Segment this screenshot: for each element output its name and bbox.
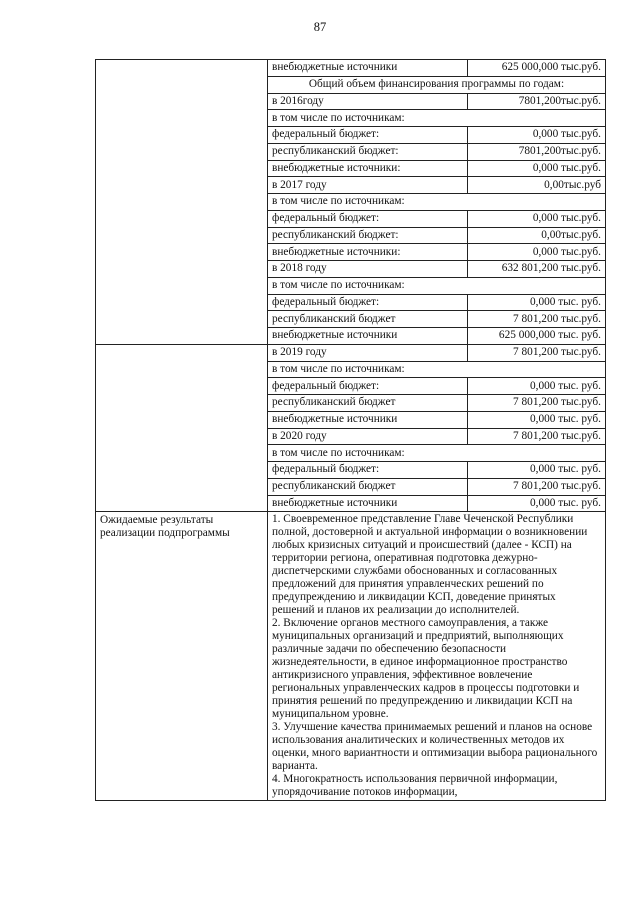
row-value: 0,000 тыс.руб.	[468, 160, 606, 177]
row-label: в 2019 году	[268, 344, 468, 361]
row-value: 0,000 тыс.руб.	[468, 210, 606, 227]
row-value: 0,000 тыс. руб.	[468, 411, 606, 428]
row-value: 0,000 тыс. руб.	[468, 294, 606, 311]
row-value: 7 801,200 тыс.руб.	[468, 478, 606, 495]
row-label: внебюджетные источники	[268, 495, 468, 512]
span-cell: в том числе по источникам:	[268, 110, 606, 127]
row-label: республиканский бюджет	[268, 311, 468, 328]
results-row	[96, 512, 606, 801]
row-label: республиканский бюджет	[268, 395, 468, 412]
results-text	[268, 512, 606, 801]
row-label: республиканский бюджет:	[268, 227, 468, 244]
row-label: республиканский бюджет:	[268, 143, 468, 160]
row-value: 7801,200тыс.руб.	[468, 93, 606, 110]
row-label: в 2017 году	[268, 177, 468, 194]
row-value: 0,000 тыс.руб.	[468, 127, 606, 144]
results-paragraph: 4. Многократность использования первичной информации, упорядочивание потоков информации,	[272, 773, 558, 799]
left-empty-cell-a	[96, 60, 268, 345]
left-empty-cell-b	[96, 344, 268, 512]
row-label: федеральный бюджет:	[268, 127, 468, 144]
results-label: Ожидаемые результаты реализации подпрограммы	[96, 512, 268, 801]
row-label: внебюджетные источники	[268, 411, 468, 428]
page-number: 87	[313, 20, 327, 34]
row-value: 7801,200тыс.руб.	[468, 143, 606, 160]
span-cell: Общий объем финансирования программы по годам:	[268, 76, 606, 93]
row-value: 0,000 тыс.руб.	[468, 244, 606, 261]
span-cell: в том числе по источникам:	[268, 361, 606, 378]
row-label: в 2020 году	[268, 428, 468, 445]
row-value: 0,000 тыс. руб.	[468, 462, 606, 479]
row-value: 0,000 тыс. руб.	[468, 378, 606, 395]
row-value: 0,00тыс.руб	[468, 177, 606, 194]
row-label: федеральный бюджет:	[268, 294, 468, 311]
row-value: 0,00тыс.руб.	[468, 227, 606, 244]
row-value: 7 801,200 тыс.руб.	[468, 344, 606, 361]
row-label: внебюджетные источники:	[268, 160, 468, 177]
table-row	[96, 344, 606, 361]
row-value: 7 801,200 тыс.руб.	[468, 395, 606, 412]
row-value: 632 801,200 тыс.руб.	[468, 261, 606, 278]
row-value: 625 000,000 тыс.руб.	[468, 60, 606, 77]
row-value: 7 801,200 тыс.руб.	[468, 428, 606, 445]
row-label: республиканский бюджет	[268, 478, 468, 495]
row-label: в 2018 году	[268, 261, 468, 278]
span-cell: в том числе по источникам:	[268, 445, 606, 462]
row-label: федеральный бюджет:	[268, 462, 468, 479]
span-cell: в том числе по источникам:	[268, 277, 606, 294]
span-cell: в том числе по источникам:	[268, 194, 606, 211]
row-label: внебюджетные источники	[268, 60, 468, 77]
results-paragraph: 2. Включение органов местного самоуправления, а также муниципальных организаций и предприятий, выполняющих различные задачи по обеспечению безопасности жизнедеятельности, в единое информационное пространство антикризисного управления, эффективное вовлечение региональных управленческих кадров в процессы подготовки и принятия решений по предупреждению и ликвидации КСП на муниципальном уровне.	[272, 617, 580, 721]
row-label: внебюджетные источники:	[268, 244, 468, 261]
row-label: в 2016году	[268, 93, 468, 110]
results-paragraph: 1. Своевременное представление Главе Чеченской Республики полной, достоверной и актуальной информации о возникновении любых кризисных ситуаций и происшествий (далее - КСП) на территории региона, оперативная подготовка дежурно-диспетчерскими службами обоснованных и согласованных предложений для принятия управленческих решений по предупреждению и ликвидации КСП, доведение принятых решений и планов их реализации до исполнителей.	[272, 513, 588, 617]
row-label: федеральный бюджет:	[268, 378, 468, 395]
row-value: 625 000,000 тыс. руб.	[468, 328, 606, 345]
funding-table	[95, 59, 606, 801]
results-paragraph: 3. Улучшение качества принимаемых решений и планов на основе использования аналитических и количественных методов их оценки, много вариантности и оптимизации выбора рационального варианта.	[272, 721, 598, 773]
row-label: федеральный бюджет:	[268, 210, 468, 227]
row-value: 7 801,200 тыс.руб.	[468, 311, 606, 328]
row-label: внебюджетные источники	[268, 328, 468, 345]
table-row	[96, 60, 606, 77]
row-value: 0,000 тыс. руб.	[468, 495, 606, 512]
